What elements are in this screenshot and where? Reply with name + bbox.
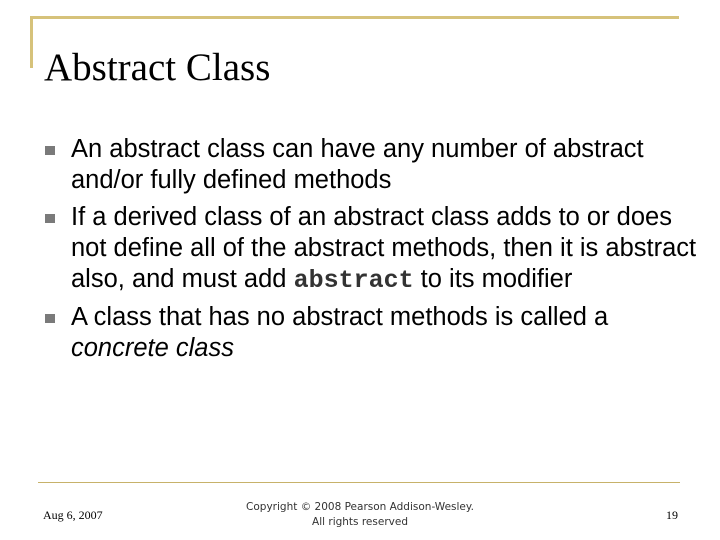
square-bullet-icon bbox=[45, 314, 55, 323]
abstract-keyword: abstract bbox=[293, 266, 414, 295]
bullet-text: A class that has no abstract methods is called a bbox=[71, 303, 609, 331]
copyright-line-1: Copyright © 2008 Pearson Addison-Wesley. bbox=[246, 501, 474, 513]
square-bullet-icon bbox=[45, 214, 55, 223]
bullet-item bbox=[40, 134, 710, 196]
bullet-text: If a derived class of an abstract class adds to or does not define all of the abstract methods, then it is abstract also, and must add bbox=[71, 203, 697, 293]
slide-title: Abstract Class bbox=[44, 46, 271, 89]
footer-copyright bbox=[200, 500, 520, 530]
bullet-list bbox=[40, 134, 710, 364]
bullet-text-tail: to its modifier bbox=[413, 265, 573, 293]
title-frame-left-rule bbox=[30, 16, 33, 68]
bullet-text: An abstract class can have any number of abstract and/or fully defined methods bbox=[71, 135, 644, 194]
copyright-line-2: All rights reserved bbox=[312, 516, 408, 528]
footer-date: Aug 6, 2007 bbox=[43, 508, 103, 522]
bullet-item bbox=[40, 202, 710, 296]
page-number: 19 bbox=[666, 508, 678, 522]
title-frame-top-rule bbox=[30, 16, 679, 19]
square-bullet-icon bbox=[45, 146, 55, 155]
footer-rule bbox=[38, 482, 680, 483]
concrete-class-term: concrete class bbox=[71, 334, 234, 362]
bullet-item bbox=[40, 302, 710, 364]
